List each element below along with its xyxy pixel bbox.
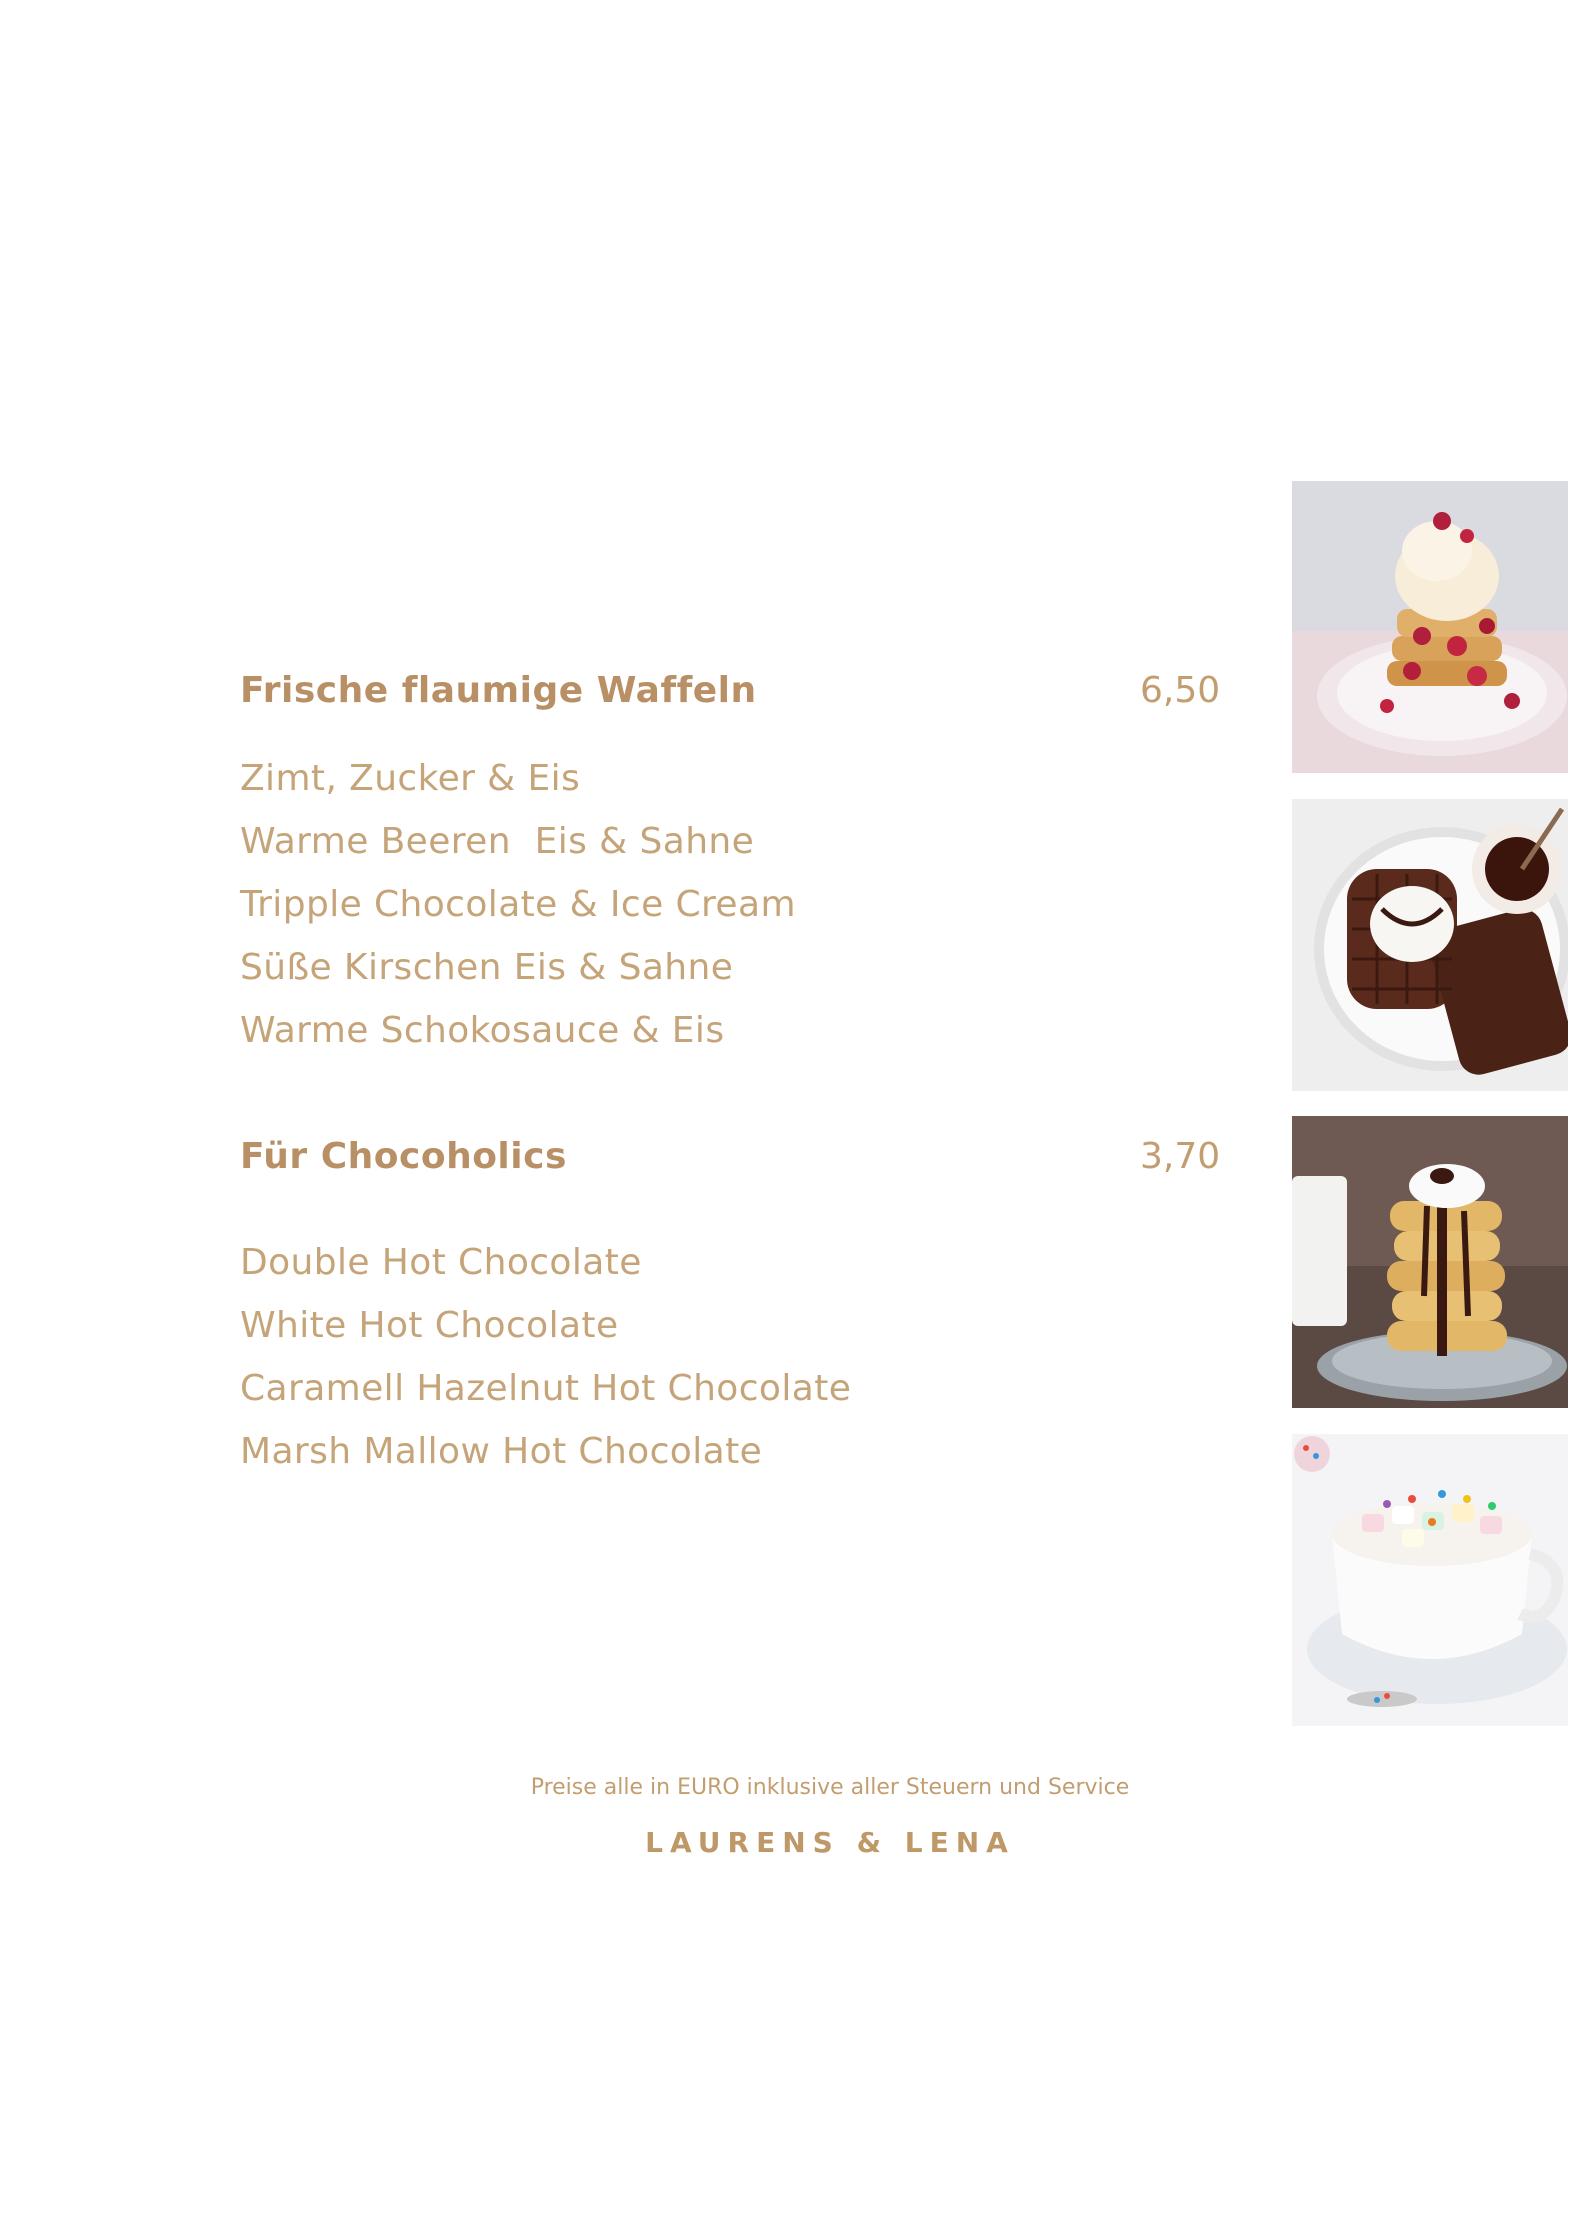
price-note: Preise alle in EURO inklusive aller Steuern und Service <box>530 1775 1130 1800</box>
menu-item: Warme Schokosauce & Eis <box>240 1010 725 1051</box>
menu-item: Warme Beeren Eis & Sahne <box>240 821 755 862</box>
waffle-berries-ice-cream-photo <box>1292 481 1568 773</box>
menu-item: Zimt, Zucker & Eis <box>240 758 581 799</box>
menu-item: White Hot Chocolate <box>240 1305 619 1346</box>
menu-item: Süße Kirschen Eis & Sahne <box>240 947 734 988</box>
menu-item: Caramell Hazelnut Hot Chocolate <box>240 1368 852 1409</box>
brand-logo: LAURENS & LENA <box>645 1826 1015 1859</box>
hot-chocolate-marshmallow-photo <box>1292 1434 1568 1726</box>
section-title-chocoholics: Für Chocoholics <box>240 1136 567 1177</box>
menu-item: Tripple Chocolate & Ice Cream <box>240 884 796 925</box>
section-price-chocoholics: 3,70 <box>1140 1136 1221 1177</box>
section-price-waffeln: 6,50 <box>1140 670 1221 711</box>
menu-item: Double Hot Chocolate <box>240 1242 642 1283</box>
menu-item: Marsh Mallow Hot Chocolate <box>240 1431 763 1472</box>
waffle-stack-chocolate-sauce-photo <box>1292 1116 1568 1408</box>
chocolate-waffle-photo <box>1292 799 1568 1091</box>
section-title-waffeln: Frische flaumige Waffeln <box>240 670 757 711</box>
